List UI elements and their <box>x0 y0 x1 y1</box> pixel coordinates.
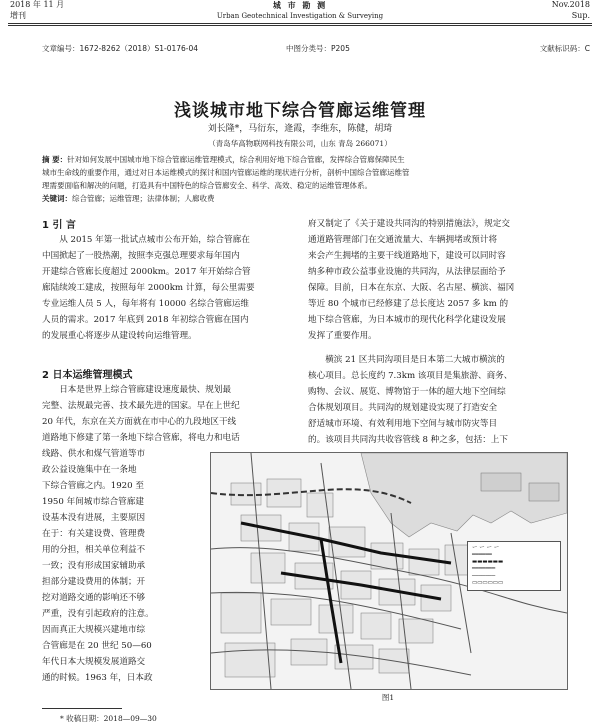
footnote-rule <box>42 708 122 709</box>
received-date: * 收稿日期：2018—09—30 <box>60 714 157 723</box>
intro-line: 专业运维人员 5 人，每年将有 10000 名综合管廊运维 <box>42 299 250 309</box>
law-line: 通道路管理部门在交通流量大、车辆拥堵或预计将 <box>308 235 498 245</box>
article-title: 浅谈城市地下综合管廊运维管理 <box>174 101 426 121</box>
legend-entry <box>472 545 556 552</box>
legend-symbol: ▭▭▭▭▭▭ <box>472 580 504 586</box>
article-number: 文章编号：1672-8262（2018）S1-0176-04 <box>42 44 199 53</box>
abstract-label: 摘 要： <box>42 155 68 164</box>
japan-line: 道路地下修建了第一条地下综合管廊，将电力和电话 <box>42 433 240 443</box>
law-line: 等近 80 个城市已经修建了总长度达 2057 多 km 的 <box>308 299 509 309</box>
intro-line: 的发展重心将逐步从建设转向运维管理。 <box>42 331 197 341</box>
intro-line: 廊陆续竣工建成，按照每年 2000km 计算，每公里需要 <box>42 283 255 293</box>
intro-line: 人员的需求。2017 年底到 2018 年初综合管廊在国内 <box>42 315 249 325</box>
figure-caption: 图1 <box>381 693 395 702</box>
abstract-line: 城市生命线的重要作用，通过对日本运维模式的探讨和国内管廊运维的现状进行分析，剖析中国综合管廊运维管 <box>42 168 410 177</box>
yokohama-line: 横滨 21 区共同沟项目是日本第二大城市横滨的 <box>325 355 505 365</box>
abstract-line: 理需要面临和解决的问题，打造具有中国特色的综合管廊安全、科学、高效、稳定的运维管理体系。 <box>42 181 372 190</box>
legend-entry <box>472 559 556 566</box>
japan-line: 严重，没有引起政府的注意。 <box>42 609 154 619</box>
yokohama-paragraph <box>308 352 560 448</box>
journal-name-en: Urban Geotechnical Investigation & Surveying <box>216 12 384 20</box>
japan-line: 1950 年间城市综合管廊建 <box>42 497 144 507</box>
japan-line: 线路、供水和煤气管道等市 <box>42 449 146 459</box>
law-line: 发挥了重要作用。 <box>308 331 377 341</box>
legend-entry <box>472 552 556 559</box>
intro-line: 从 2015 年第一批试点城市公布开始，综合管廊在 <box>59 235 250 245</box>
intro-line: 中国掀起了一股热潮，按照李克强总理要求每年国内 <box>42 251 240 261</box>
abstract-line: 针对如何发展中国城市地下综合管廊运维管理模式，综合利用好地下综合管廊，发挥综合管廊保障民生 <box>67 155 405 164</box>
header-issue-en: Sup. <box>571 11 590 20</box>
japan-line: 挖对道路交通的影响还不够 <box>42 593 146 603</box>
affiliation: （青岛华高物联网科技有限公司，山东 青岛 266071） <box>208 139 392 148</box>
japan-line: 政公益设施集中在一条地 <box>42 465 137 475</box>
authors: 刘长隆*，马衍东，逄霞，李维东，陈健，胡琦 <box>207 124 393 134</box>
japan-paragraph <box>42 382 294 446</box>
law-line: 地下综合管廊，为日本城市的现代化科学化建设发展 <box>308 315 506 325</box>
map-legend <box>467 541 561 591</box>
header-rule <box>8 23 592 24</box>
class-number: 中图分类号：P205 <box>286 44 350 53</box>
header-date-en: Nov.2018 <box>551 0 590 9</box>
legend-symbol: ▬▬▬▬▬▬ <box>472 559 504 565</box>
japan-line: 日本是世界上综合管廊建设速度最快、规划最 <box>59 385 232 395</box>
japan-line: 20 年代，东京在关方面就在市中心的九段地区干线 <box>42 417 237 427</box>
japan-line: 担部分建设费用的体制；开 <box>42 577 146 587</box>
legend-entry <box>472 580 556 587</box>
legend-symbol: ー ー ー ー <box>472 545 500 551</box>
japan-line: 下综合管廊之内。1920 至 <box>42 481 144 491</box>
yokohama-line: 核心项目。总长度约 7.3km 该项目是集旅游、商务、 <box>308 371 513 381</box>
law-paragraph <box>308 216 560 344</box>
yokohama-line: 合体规划项目。共同沟的规划建设实现了打造安全 <box>308 403 498 413</box>
intro-line: 开建综合管廊长度超过 2000km。2017 年开始综合管 <box>42 267 251 277</box>
japan-paragraph-wrap <box>42 446 202 686</box>
law-line: 来会产生拥堵的主要干线道路地下，建设可以同时容 <box>308 251 506 261</box>
legend-entry <box>472 573 556 580</box>
yokohama-line: 购物、会议、展览、博物馆于一体的超大地下空间综 <box>308 387 506 397</box>
japan-line: 通的时候。1963 年，日本政 <box>42 673 153 683</box>
keywords: 综合管廊；运维管理；法律体制；人廊收费 <box>72 194 215 203</box>
intro-paragraph <box>42 232 294 344</box>
document-code: 文献标识码：C <box>539 44 590 53</box>
japan-line: 在于：有关建设费、管理费 <box>42 529 146 539</box>
journal-name: 城 市 勘 测 <box>272 0 328 10</box>
japan-line: 因而真正大规模兴建地市综 <box>42 625 146 635</box>
legend-symbol: ─────── <box>472 573 496 579</box>
section-heading-japan: 2 日本运维管理模式 <box>42 370 133 381</box>
japan-line: 设基本没有进展，主要原因 <box>42 513 146 523</box>
abstract <box>42 153 564 205</box>
yokohama-line: 的。该项目共同沟共收容管线 8 种之多，包括：上下 <box>308 435 508 445</box>
law-line: 府又制定了《关于建设共同沟的特别措施法》，规定交 <box>308 219 510 229</box>
japan-line: 年代日本大规模发展道路交 <box>42 657 146 667</box>
legend-symbol: ━━━━━━ <box>472 552 492 558</box>
district-map-figure <box>210 452 568 690</box>
header-date: 2018 年 11 月 <box>10 0 65 9</box>
japan-line: 用的分担，相关单位利益不 <box>42 545 146 555</box>
section-heading-intro: 1 引 言 <box>42 220 76 231</box>
keywords-label: 关键词： <box>42 194 72 203</box>
japan-line: 一致；没有形成国家辅助承 <box>42 561 146 571</box>
yokohama-line: 舒适城市环境、有效利用地下空间与城市防灾等目 <box>308 419 498 429</box>
law-line: 保障。目前，日本在东京、大阪、名古屋、横滨、福冈 <box>308 283 515 293</box>
header-rule-thin <box>8 25 592 26</box>
law-line: 纳多种市政公益事业设施的共同沟，从法律层面给予 <box>308 267 506 277</box>
header-issue: 增刊 <box>10 11 26 20</box>
legend-entry <box>472 566 556 573</box>
legend-symbol: ═══════ <box>472 566 496 572</box>
japan-line: 合管廊是在 20 世纪 50—60 <box>42 641 152 651</box>
japan-line: 完整、法规最完善、技术最先进的国家。早在上世纪 <box>42 401 240 411</box>
